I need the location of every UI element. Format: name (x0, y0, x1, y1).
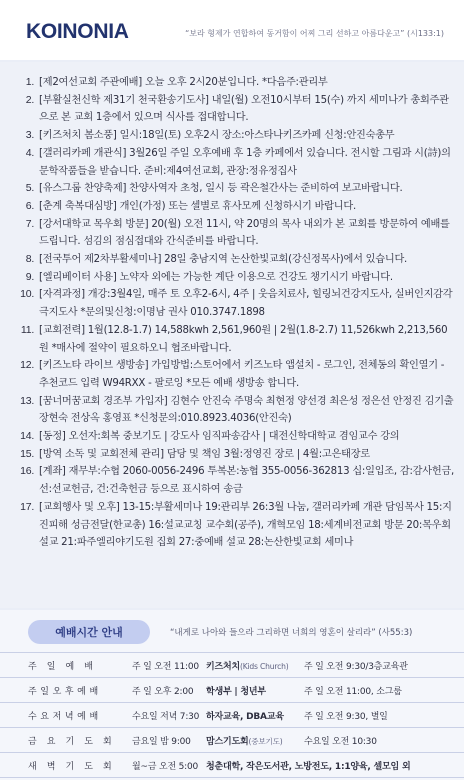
service-time: 월~금 오전 5:00 (132, 762, 199, 772)
service-name: 새 벽 기 도 회 (28, 762, 116, 772)
notice-number: 15. (20, 447, 34, 460)
notice-text: [교회행사 및 오후] 13-15:부활세미나 19:관리부 26:3월 나눔, 갤러리카페 개관 담임목사 15:지진피해 성금전달(한교총) 16:설교교칭 교수회(공주), 개혁모임 18:세계비전교회 방문 20:목우회 설교 21:파주엘리야기도원 집회 27:중예배 설교 28:논산한빛교회 세미나 (39, 501, 452, 549)
notice-text: [춘계 축복대심방] 개인(가정) 또는 셀별로 휴사모께 신청하시기 바랍니다. (39, 200, 356, 212)
notice-number: 9. (25, 270, 34, 283)
notice-item (14, 92, 454, 127)
worship-verse: “내게로 나아와 들으라 그리하면 너희의 영혼이 살리라” (사55:3) (170, 628, 413, 638)
service-name: 주일오후예배 (28, 687, 102, 697)
notice-item (14, 463, 454, 498)
notice-text: [제2여선교회 주관예배] 오늘 오후 2시20분입니다. *다음주:관리부 (39, 77, 328, 88)
notice-text: [자격과정] 개강:3월4일, 매주 토 오후2-6시, 4주 | 웃음치료사, 힐링뇌건강지도사, 실버인지감각극지도사 *문의및신청:이명남 권사 010.3747.1898 (39, 289, 453, 319)
notice-text: [강서대학교 목우회 방문] 20(월) 오전 11시, 약 20명의 목사 내외가 본 교회를 방문하여 예배를 드립니다. 섬김의 점심접대와 간식준비를 바랍니다. (39, 218, 450, 248)
notice-section (0, 62, 464, 608)
notice-number: 7. (25, 217, 34, 230)
notice-text: [전국투어 제2차부활세미나] 28일 충남지역 논산한빛교회(강신정목사)에서 있습니다. (39, 254, 408, 266)
service-name: 주 일 예 배 (28, 662, 97, 672)
notice-text: [유스그룹 찬양축제] 찬양사역자 초청, 일시 등 곽은철간사는 준비하여 보고바랍니다. (39, 183, 403, 195)
service-name: 금 요 기 도 회 (28, 737, 116, 747)
ministry-name (206, 709, 302, 722)
bulletin-header (0, 0, 464, 60)
notice-item (14, 322, 454, 357)
worship-title: 예배시간 안내 (28, 620, 150, 644)
worship-table (0, 652, 464, 778)
ministry-name (206, 659, 302, 672)
ministry-time: 주 일 오전 9:30, 별일 (304, 712, 388, 722)
ministry-label: 청춘대학, 작은도서관, 노방전도, 1:1양육, 셀모임 외 (206, 762, 411, 772)
ministry-time: 수요일 오전 10:30 (304, 737, 377, 747)
notice-number: 4. (25, 146, 34, 159)
ministry-sublabel: (중보기도) (248, 737, 283, 746)
notice-item (14, 145, 454, 180)
service-name: 수요저녁예배 (28, 712, 102, 722)
notice-text: [키즈처치 봄소풍] 일시:18일(토) 오후2시 장소:아스타나키즈카페 신청:안진숙총무 (39, 130, 395, 142)
notice-number: 16. (20, 465, 34, 478)
notice-item (14, 216, 454, 251)
notice-item (14, 446, 454, 464)
notice-number: 12. (20, 359, 34, 372)
notice-number: 10. (20, 288, 34, 301)
notice-item (14, 393, 454, 428)
notice-item (14, 74, 454, 92)
notice-number: 1. (25, 76, 34, 88)
notice-number: 11. (20, 323, 34, 336)
notice-text: [방역 소독 및 교회전체 관리] 담당 및 책임 3월:정영진 장로 | 4월:고은태장로 (39, 448, 370, 460)
notice-text: [교회전력] 1월(12.8-1.7) 14,588kwh 2,561,960원 | 2월(1.8-2.7) 11,526kwh 2,213,560원 *매사에 절약이 필요하오니 협조바랍니다. (39, 324, 448, 354)
koinonia-logo: KOINONIA (26, 20, 129, 43)
service-time: 주 일 오후 2:00 (132, 687, 194, 697)
worship-row (0, 703, 464, 728)
notice-number: 3. (25, 129, 34, 142)
ministry-time: 주 일 오전 11:00, 소그룹 (304, 687, 402, 697)
worship-schedule (0, 610, 464, 780)
notice-item (14, 286, 454, 321)
service-time: 주 일 오전 11:00 (132, 662, 199, 672)
ministry-time: 주 일 오전 9:30/3층교육관 (304, 662, 408, 672)
service-time: 금요일 밤 9:00 (132, 737, 191, 747)
ministry-name (206, 684, 302, 697)
notice-number: 8. (25, 253, 34, 266)
ministry-sublabel: (Kids Church) (239, 662, 289, 671)
header-motto: “보라 형제가 연합하여 동거함이 어찌 그리 선하고 아름다운고” (시133:1) (185, 29, 444, 38)
worship-row (0, 753, 464, 778)
ministry-name (206, 759, 411, 772)
ministry-label: 하자교육, DBA교육 (206, 712, 284, 722)
notice-text: [꿈너머꿈교회 경조부 가입자] 김현수 안진숙 주명숙 최현정 양선경 최은성 정은선 안정진 김기출 장현숙 전상옥 홍영표 *신청문의:010.8923.4036(안진숙) (39, 395, 454, 425)
notice-number: 13. (20, 394, 34, 407)
notice-item (14, 127, 454, 145)
notice-number: 17. (20, 500, 34, 513)
notice-item (14, 499, 454, 552)
notice-text: [부활실천신학 제31기 천국환송기도사] 내일(월) 오전10시부터 15(수) 까지 세미나가 총회주관으로 본 교회 1층에서 있으며 식사를 접대합니다. (39, 94, 449, 124)
notice-text: [엘리베이터 사용] 노약자 외에는 가능한 계단 이용으로 건강도 챙기시기 바랍니다. (39, 271, 393, 283)
notice-item (14, 180, 454, 198)
notice-number: 6. (25, 199, 34, 212)
ministry-label: 키즈처치 (206, 662, 240, 672)
notice-text: [키즈노타 라이브 생방송] 가입방법:스토어에서 키즈노타 앱설치 - 로그인, 전체동의 확인열기 - 추천코드 입력 W94RXX - 팔로잉 *모든 예배 생방송 합니다. (39, 360, 445, 389)
notice-text: [계좌] 재무부:수협 2060-0056-2496 투복본:농협 355-0056-362813 십:일입조, 감:감사헌금, 선:선교헌금, 건:건축헌금 등으로 표시하여 송금 (39, 466, 454, 496)
notice-item (14, 269, 454, 287)
notice-item (14, 357, 454, 392)
notice-text: [동정] 오선자:회복 중보기도 | 강도사 임직파송감사 | 대전신학대학교 겸임교수 강의 (39, 431, 400, 443)
ministry-name (206, 734, 302, 747)
notice-text: [갤러리카페 개관식] 3월26일 주일 오후예배 후 1층 카페에서 있습니다. 전시할 그림과 시(詩)의 문학작품들을 받습니다. 준비:제4여선교회, 관장:정유정집사 (39, 147, 451, 177)
notice-item (14, 428, 454, 446)
worship-row (0, 678, 464, 703)
ministry-label: 맘스기도회 (206, 737, 249, 747)
service-time: 수요일 저녁 7:30 (132, 712, 200, 722)
notice-item (14, 251, 454, 269)
ministry-label: 학생부 | 청년부 (206, 687, 266, 697)
notice-number: 2. (25, 93, 34, 106)
notice-item (14, 198, 454, 216)
notice-number: 14. (20, 430, 34, 443)
notice-number: 5. (25, 182, 34, 195)
notice-list (14, 74, 454, 552)
worship-row (0, 728, 464, 753)
worship-row (0, 652, 464, 678)
